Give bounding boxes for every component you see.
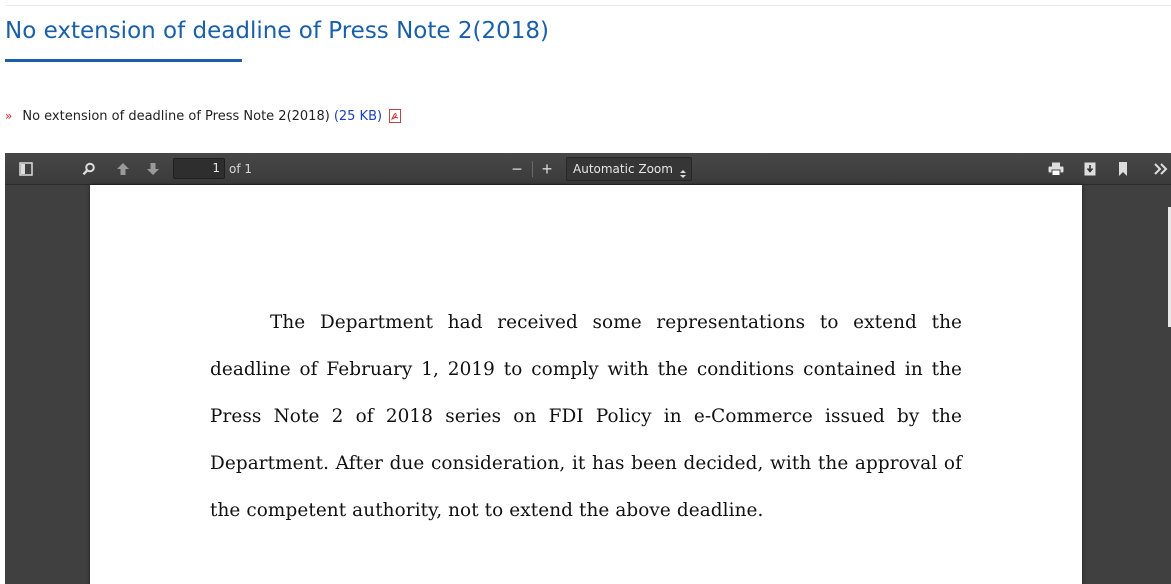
attachment-row xyxy=(5,107,401,125)
pdf-toolbar xyxy=(5,153,1171,185)
pdf-page xyxy=(90,185,1082,584)
zoom-select-value: Automatic Zoom xyxy=(573,162,673,176)
pdf-file-icon[interactable] xyxy=(389,109,401,123)
print-icon[interactable] xyxy=(1043,153,1069,185)
zoom-select[interactable] xyxy=(566,157,692,181)
arrow-down-icon[interactable] xyxy=(141,153,165,185)
toolbar-separator xyxy=(532,161,533,177)
sidebar-toggle-icon[interactable] xyxy=(13,153,39,185)
bullet-marker: » xyxy=(5,109,13,123)
attachment-size-link[interactable]: (25 KB) xyxy=(333,108,383,124)
page-title: No extension of deadline of Press Note 2(2018) xyxy=(5,18,549,44)
search-icon[interactable] xyxy=(77,153,101,185)
attachment-name: No extension of deadline of Press Note 2(2018) xyxy=(22,108,330,124)
bookmark-icon[interactable] xyxy=(1111,153,1135,185)
page-number-input[interactable]: 1 xyxy=(173,158,225,179)
select-caret-icon xyxy=(680,164,686,186)
download-icon[interactable] xyxy=(1077,153,1103,185)
page-count: of 1 xyxy=(229,162,253,176)
double-chevron-right-icon[interactable] xyxy=(1151,153,1171,185)
top-divider xyxy=(5,5,1171,6)
title-underline xyxy=(5,59,242,62)
document-paragraph: The Department had received some representations to extend the deadline of February 1, 2019 to comply with the conditions contained in the Press Note 2 of 2018 series on FDI Policy in e-Commerce issued by the Department. After due consideration, it has been decided, with the approval of the competent authority, not to extend the above deadline. xyxy=(210,312,962,521)
arrow-up-icon[interactable] xyxy=(111,153,135,185)
zoom-in-button[interactable]: + xyxy=(541,158,553,179)
zoom-out-button[interactable]: − xyxy=(511,158,523,179)
pdf-viewer xyxy=(5,153,1171,584)
